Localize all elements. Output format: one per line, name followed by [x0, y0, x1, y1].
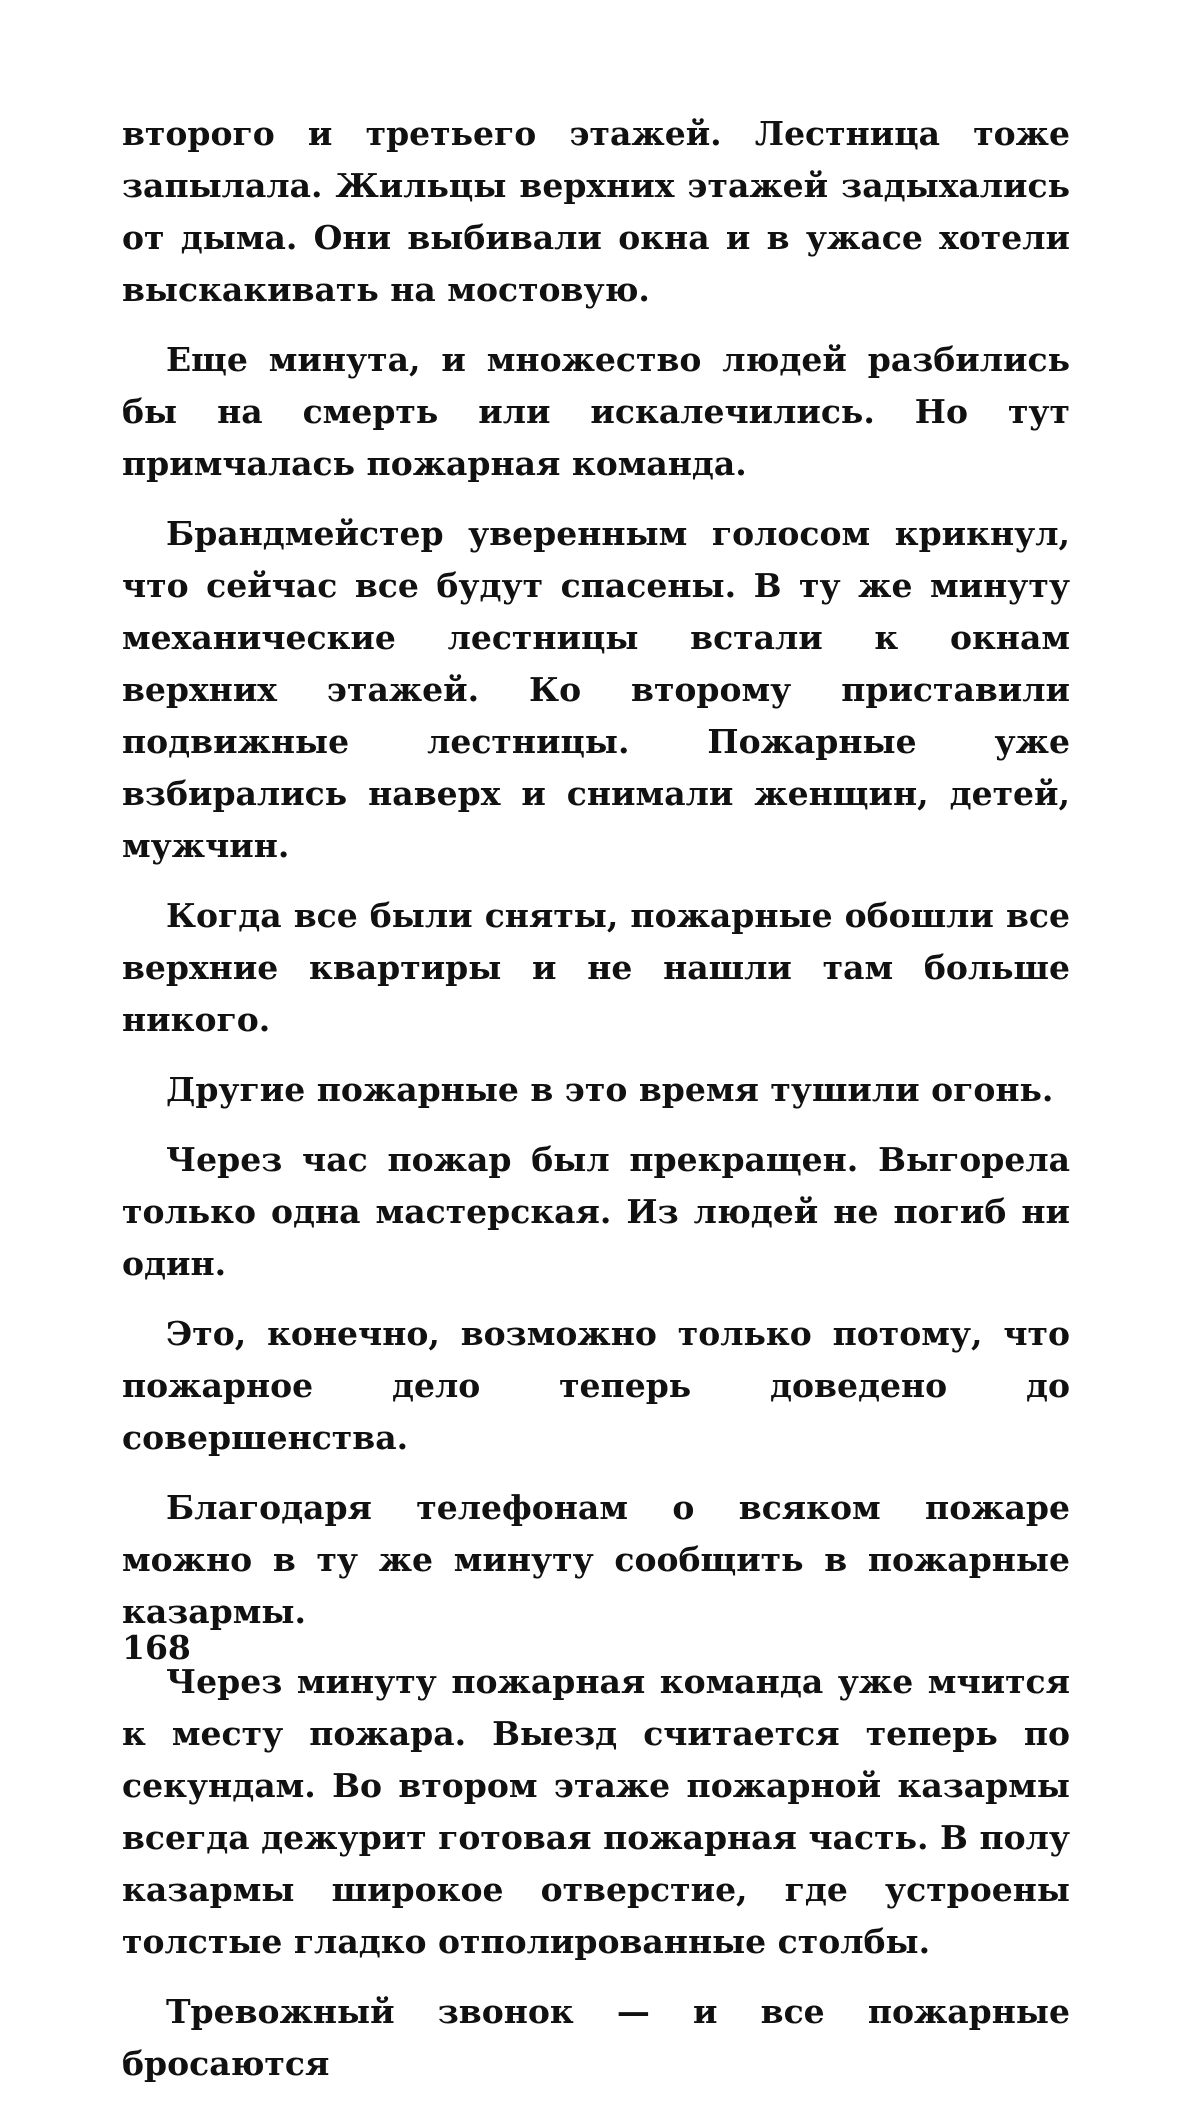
paragraph: Брандмейстер уверенным голосом крикнул, что сейчас все будут спасены. В ту же минуту механические лестницы встали к окнам верхних этажей. Ко второму приставили подвижные лестницы. Пожарные уже взбирались наверх и снимали женщин, детей, мужчин.: [122, 514, 1070, 865]
paragraph: Благодаря телефонам о всяком пожаре можно в ту же минуту сообщить в пожарные казармы.: [122, 1488, 1070, 1631]
page-text: [122, 108, 1070, 2108]
page-number: 168: [122, 1628, 191, 1667]
paragraph: Другие пожарные в это время тушили огонь.: [166, 1070, 1054, 1109]
paragraph: Через час пожар был прекращен. Выгорела только одна мастерская. Из людей не погиб ни один.: [122, 1140, 1070, 1283]
paragraph: Через минуту пожарная команда уже мчится к месту пожара. Выезд считается теперь по секундам. Во втором этаже пожарной казармы всегда дежурит готовая пожарная часть. В полу казармы широкое отверстие, где устроены толстые гладко отполированные столбы.: [122, 1662, 1070, 1961]
paragraph: Это, конечно, возможно только потому, что пожарное дело теперь доведено до совершенства.: [122, 1314, 1070, 1457]
paragraph-truncated: Тревожный звонок — и все пожарные бросаются: [122, 1992, 1070, 2083]
paragraph: Еще минута, и множество людей разбились бы на смерть или искалечились. Но тут примчалась пожарная команда.: [122, 340, 1070, 483]
paragraph-continued: второго и третьего этажей. Лестница тоже запылала. Жильцы верхних этажей задыхались от дыма. Они выбивали окна и в ужасе хотели выскакивать на мостовую.: [122, 114, 1070, 309]
paragraph: Когда все были сняты, пожарные обошли все верхние квартиры и не нашли там больше никого.: [122, 896, 1070, 1039]
